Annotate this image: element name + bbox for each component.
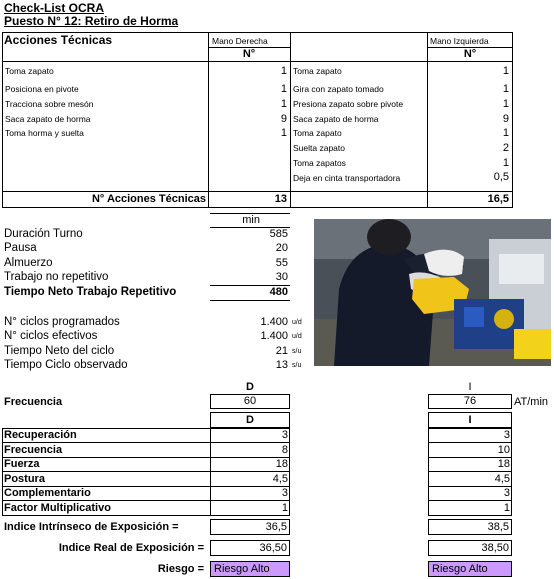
ciclo-value: 21: [275, 345, 288, 357]
factor-label: Fuerza: [4, 458, 40, 470]
tiempo-neto-value: 480: [269, 286, 288, 298]
tiempo-label: Trabajo no repetitivo: [4, 271, 109, 283]
frecuencia-col-d: D: [246, 381, 254, 393]
tiempo-neto-label: Tiempo Neto Trabajo Repetitivo: [4, 286, 177, 298]
right-row-value: 1: [280, 98, 287, 110]
frecuencia-col-i: I: [468, 381, 472, 393]
frecuencia-label: Frecuencia: [4, 396, 63, 408]
total-right-value: 13: [274, 193, 287, 205]
factor-label: Frecuencia: [4, 444, 63, 456]
left-row-label: Toma zapato: [293, 66, 342, 76]
factor-i-value: 3: [503, 429, 510, 441]
tiempo-label: Almuerzo: [4, 257, 53, 269]
factor-d-value: 4,5: [272, 473, 288, 485]
factor-label: Postura: [4, 473, 45, 485]
indice-real-label: Indice Real de Exposición =: [58, 542, 204, 554]
right-row-value: 9: [280, 113, 287, 125]
page-title: Check-List OCRA: [4, 1, 105, 15]
factor-label: Recuperación: [4, 429, 77, 441]
factor-d-value: 8: [281, 444, 288, 456]
page-subtitle: Puesto N° 12: Retiro de Horma: [4, 14, 179, 28]
indice-intrinseco-i: 38,5: [428, 519, 512, 535]
ciclo-value: 1.400: [260, 330, 288, 342]
tiempo-value: 30: [275, 271, 288, 283]
left-row-value: 1: [502, 65, 509, 77]
factor-i-value: 3: [503, 487, 510, 499]
left-row-label: Saca zapato de horma: [293, 114, 379, 124]
right-row-label: Saca zapato de horma: [5, 114, 91, 124]
indice-intrinseco-label: Indice Intrínseco de Exposición =: [4, 521, 179, 533]
factor-i-value: 18: [497, 458, 510, 470]
factores-col-i: I: [428, 412, 512, 428]
tiempo-value: 20: [275, 242, 288, 254]
ciclo-label: N° ciclos efectivos: [4, 330, 98, 342]
worker-photo: [314, 219, 551, 366]
tiempo-label: Pausa: [4, 242, 37, 254]
factor-d-value: 1: [281, 502, 288, 514]
left-row-value: 9: [502, 113, 509, 125]
right-row-value: 1: [280, 127, 287, 139]
left-row-value: 1: [502, 83, 509, 95]
riesgo-i-badge: Riesgo Alto: [428, 561, 512, 577]
right-row-value: 1: [280, 83, 287, 95]
right-row-value: 1: [280, 65, 287, 77]
ciclo-value: 1.400: [260, 316, 288, 328]
factor-label: Complementario: [4, 487, 91, 499]
indice-intrinseco-d: 36,5: [210, 519, 290, 535]
right-row-label: Toma zapato: [5, 66, 54, 76]
factor-d-value: 3: [281, 429, 288, 441]
total-left-value: 16,5: [487, 193, 509, 205]
worker-removing-shoe-last-photo-icon: [314, 219, 551, 366]
right-row-label: Toma horma y suelta: [5, 128, 84, 138]
factor-i-value: 1: [503, 502, 510, 514]
ciclo-value: 13: [275, 359, 288, 371]
tiempo-value: 55: [275, 257, 288, 269]
left-row-label: Toma zapato: [293, 128, 342, 138]
right-n-header: N°: [242, 48, 256, 60]
left-row-label: Toma zapatos: [293, 158, 346, 168]
ciclo-unit: u/d: [292, 333, 302, 340]
left-row-value: 1: [502, 98, 509, 110]
left-row-label: Suelta zapato: [293, 143, 345, 153]
left-row-label: Deja en cinta transportadora: [293, 173, 401, 183]
factores-col-d: D: [210, 412, 290, 428]
total-acciones-label: N° Acciones Técnicas: [91, 193, 206, 205]
left-row-value: 1: [502, 157, 509, 169]
ciclo-label: Tiempo Ciclo observado: [4, 359, 128, 371]
right-row-label: Posiciona en pivote: [5, 84, 79, 94]
left-n-header: N°: [463, 48, 477, 60]
indice-real-i: 38,50: [428, 540, 512, 556]
factor-i-value: 10: [497, 444, 510, 456]
factor-d-value: 18: [275, 458, 288, 470]
ciclo-label: Tiempo Neto del ciclo: [4, 345, 115, 357]
frecuencia-i-value: 76: [428, 394, 512, 409]
factor-d-value: 3: [281, 487, 288, 499]
tiempo-value: 585: [269, 228, 288, 240]
left-row-value: 0,5: [493, 171, 509, 183]
right-hand-label: Mano Derecha: [212, 36, 268, 46]
indice-real-d: 36,50: [210, 540, 290, 556]
left-hand-label: Mano Izquierda: [430, 36, 489, 46]
right-row-label: Tracciona sobre mesón: [5, 99, 94, 109]
left-row-value: 1: [502, 127, 509, 139]
tiempo-label: Duración Turno: [4, 228, 83, 240]
factor-i-value: 4,5: [494, 473, 510, 485]
frecuencia-unit: AT/min: [514, 396, 549, 408]
factor-label: Factor Multiplicativo: [4, 502, 111, 514]
ciclo-unit: s/u: [292, 348, 302, 355]
ciclo-label: N° ciclos programados: [4, 316, 120, 328]
acciones-heading: Acciones Técnicas: [4, 33, 113, 47]
ciclo-unit: u/d: [292, 319, 302, 326]
frecuencia-d-value: 60: [210, 394, 290, 409]
min-unit-header: min: [242, 214, 260, 226]
left-row-value: 2: [502, 142, 509, 154]
left-row-label: Presiona zapato sobre pivote: [293, 99, 404, 109]
riesgo-label: Riesgo =: [157, 563, 204, 575]
riesgo-d-badge: Riesgo Alto: [210, 561, 290, 577]
ciclo-unit: s/u: [292, 362, 302, 369]
left-row-label: Gira con zapato tomado: [293, 84, 384, 94]
